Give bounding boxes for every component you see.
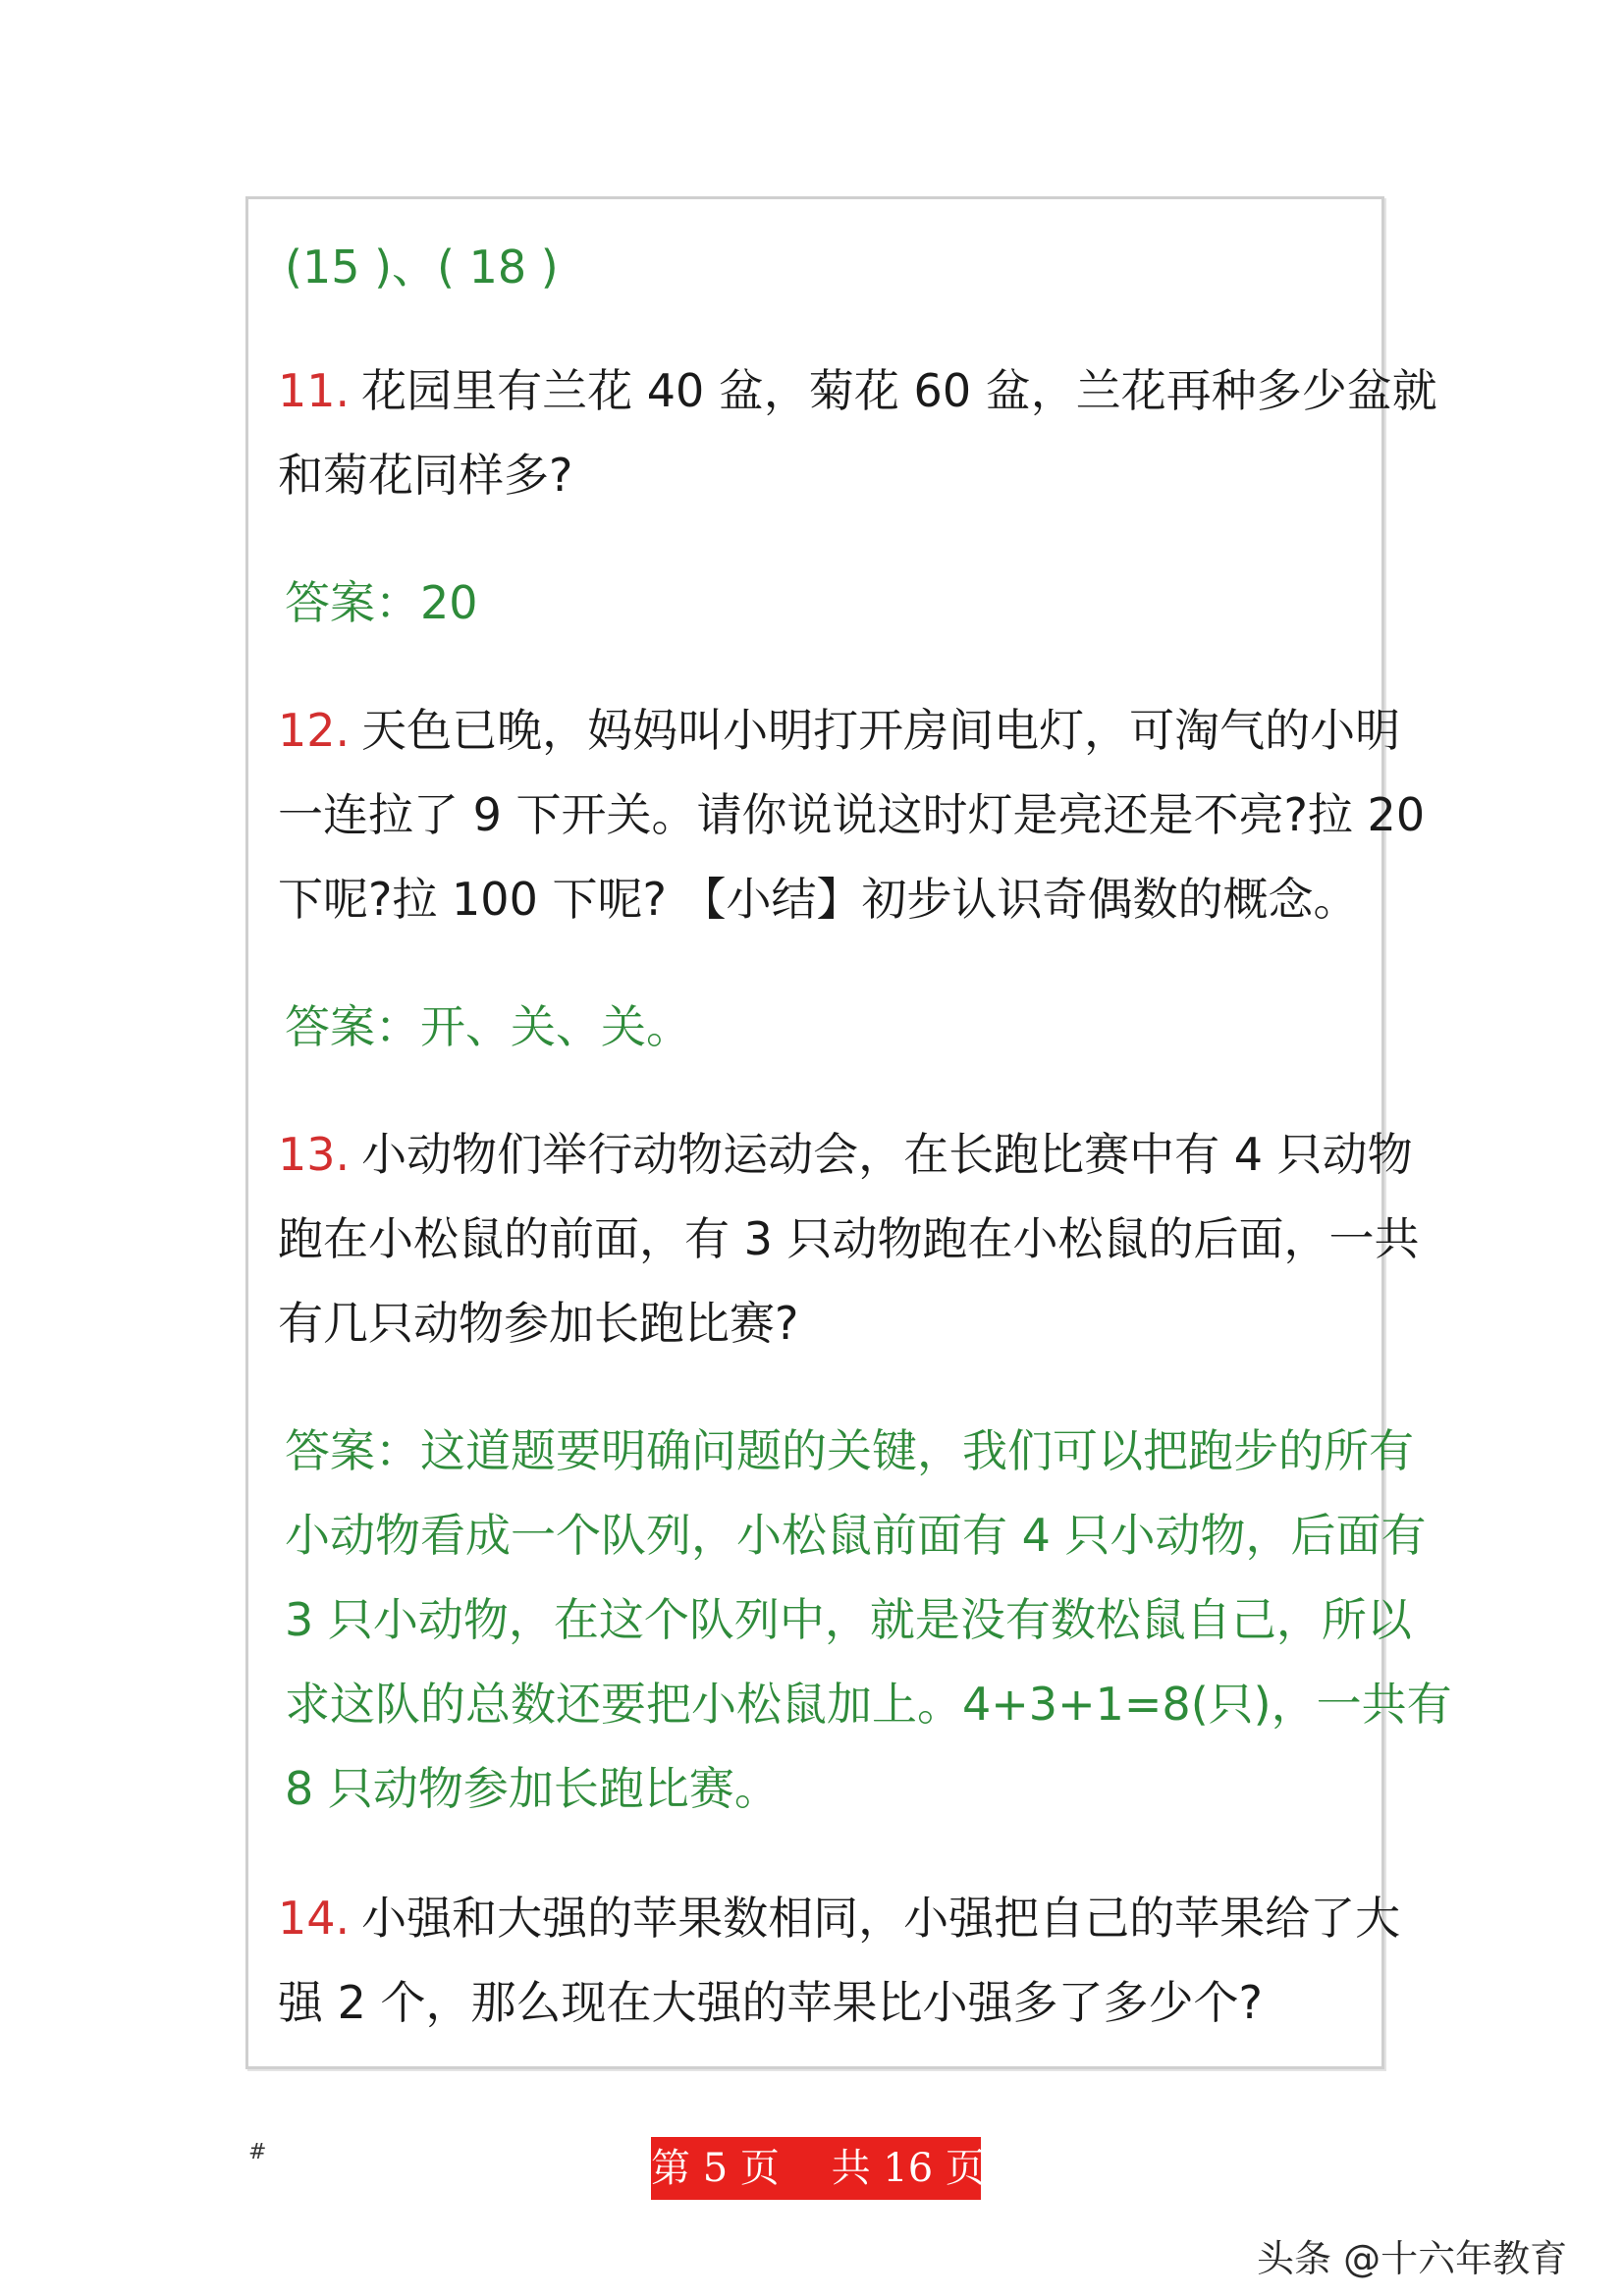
- answer-12: 答案：开、关、关。: [285, 1000, 691, 1053]
- question-12-line-1: [278, 699, 1400, 762]
- question-14-line-1: [278, 1887, 1400, 1949]
- question-14-line-2: 强 2 个，那么现在大强的苹果比小强多了多少个?: [278, 1976, 1263, 2029]
- question-text: 小强和大强的苹果数相同，小强把自己的苹果给了大: [361, 1892, 1401, 1945]
- question-number: 11.: [278, 364, 351, 417]
- footer-hash-mark: #: [248, 2140, 267, 2164]
- question-13-line-2: 跑在小松鼠的前面，有 3 只动物跑在小松鼠的后面，一共: [278, 1212, 1420, 1265]
- question-12-line-2: 一连拉了 9 下开关。请你说说这时灯是亮还是不亮?拉 20: [278, 788, 1426, 841]
- answer-13-line-3: 3 只小动物，在这个队列中，就是没有数松鼠自己，所以: [285, 1593, 1412, 1646]
- question-11-line-2: 和菊花同样多?: [278, 449, 573, 502]
- question-number: 12.: [278, 704, 351, 757]
- question-13-line-1: [278, 1123, 1413, 1186]
- question-text: 小动物们举行动物运动会，在长跑比赛中有 4 只动物: [361, 1128, 1413, 1181]
- answer-13-line-4: 求这队的总数还要把小松鼠加上。4+3+1=8(只)，一共有: [285, 1678, 1452, 1731]
- question-number: 13.: [278, 1128, 351, 1181]
- question-13-line-3: 有几只动物参加长跑比赛?: [278, 1297, 799, 1350]
- page-number-badge: 第 5 页 共 16 页: [651, 2137, 981, 2200]
- previous-answer-tail: (15 )、( 18 ): [285, 240, 559, 294]
- question-12-line-3: 下呢?拉 100 下呢? 【小结】初步认识奇偶数的概念。: [278, 873, 1359, 926]
- question-text: 天色已晚，妈妈叫小明打开房间电灯，可淘气的小明: [361, 704, 1401, 757]
- answer-13-line-1: 答案：这道题要明确问题的关键，我们可以把跑步的所有: [285, 1424, 1414, 1477]
- watermark: 头条 @十六年教育: [1257, 2237, 1568, 2280]
- answer-13-line-5: 8 只动物参加长跑比赛。: [285, 1762, 780, 1815]
- question-text: 花园里有兰花 40 盆，菊花 60 盆，兰花再种多少盆就: [361, 364, 1437, 417]
- answer-11: 答案：20: [285, 576, 478, 629]
- question-11-line-1: [278, 359, 1437, 422]
- question-number: 14.: [278, 1892, 351, 1945]
- answer-13-line-2: 小动物看成一个队列，小松鼠前面有 4 只小动物，后面有: [285, 1509, 1427, 1562]
